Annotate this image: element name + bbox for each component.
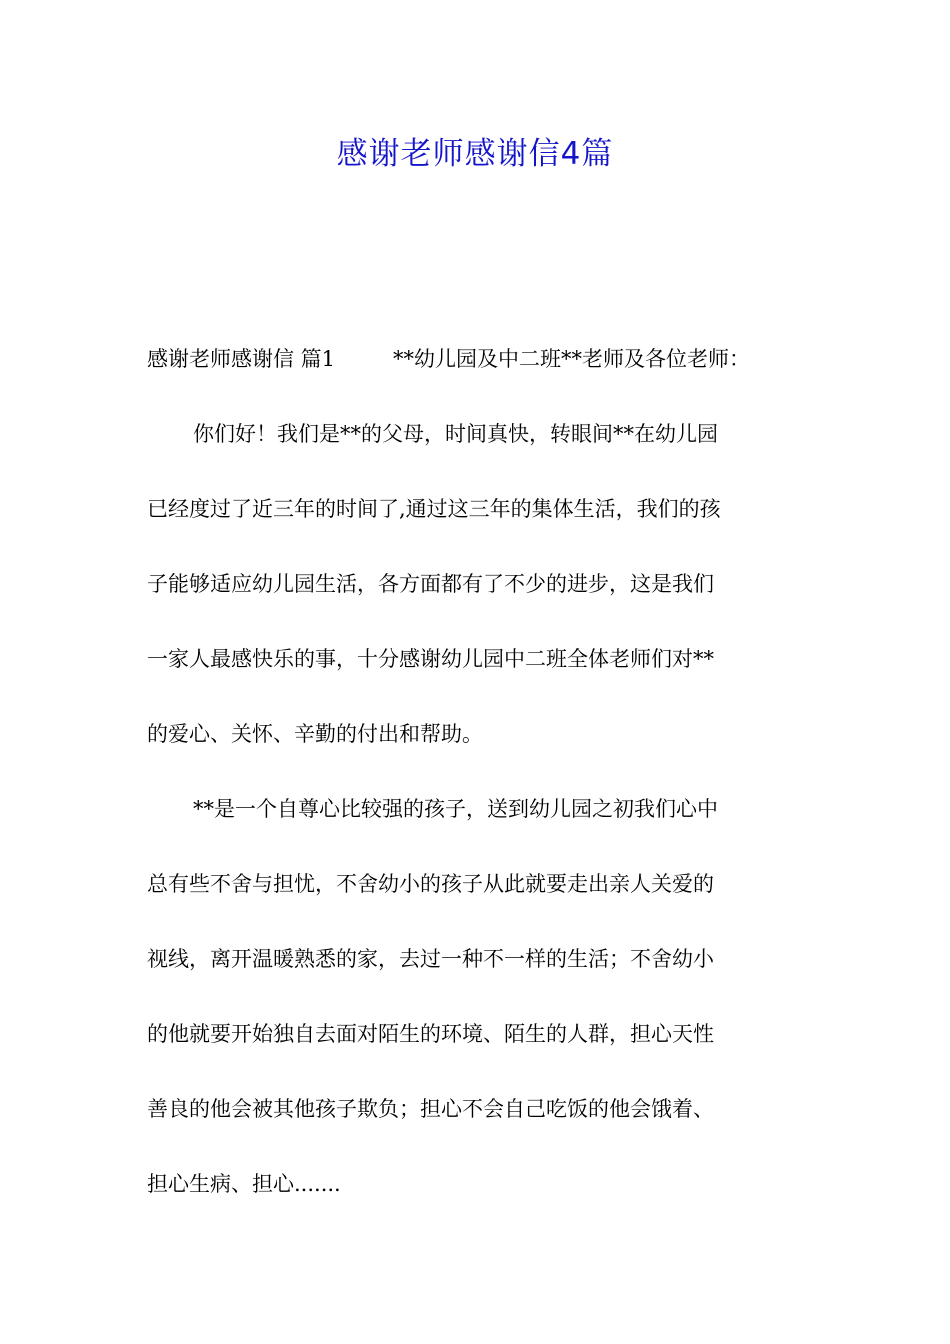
paragraph-line-12: 担心生病、担心....... — [147, 1172, 341, 1196]
paragraph-line-8: 总有些不舍与担忧，不舍幼小的孩子从此就要走出亲人关爱的 — [147, 872, 714, 896]
paragraph-line-11: 善良的他会被其他孩子欺负；担心不会自己吃饭的他会饿着、 — [147, 1097, 714, 1121]
paragraph-line-9: 视线，离开温暖熟悉的家，去过一种不一样的生活；不舍幼小 — [147, 947, 714, 971]
paragraph-line-2: 你们好！我们是**的父母，时间真快，转眼间**在幼儿园 — [193, 422, 718, 446]
paragraph-line-1 — [147, 344, 812, 374]
paragraph-line-10: 的他就要开始独自去面对陌生的环境、陌生的人群，担心天性 — [147, 1022, 714, 1046]
paragraph-line-7: **是一个自尊心比较强的孩子，送到幼儿园之初我们心中 — [193, 797, 718, 821]
document-title: 感谢老师感谢信4篇 — [336, 136, 614, 172]
section-heading: 感谢老师感谢信 篇1 — [147, 347, 336, 371]
paragraph-line-6: 的爱心、关怀、辛勤的付出和帮助。 — [147, 722, 483, 746]
paragraph-line-3: 已经度过了近三年的时间了,通过这三年的集体生活，我们的孩 — [147, 497, 721, 521]
paragraph-line-4: 子能够适应幼儿园生活，各方面都有了不少的进步，这是我们 — [147, 572, 714, 596]
letter-salutation: **幼儿园及中二班**老师及各位老师： — [393, 347, 751, 371]
paragraph-line-5: 一家人最感快乐的事，十分感谢幼儿园中二班全体老师们对** — [147, 647, 714, 671]
